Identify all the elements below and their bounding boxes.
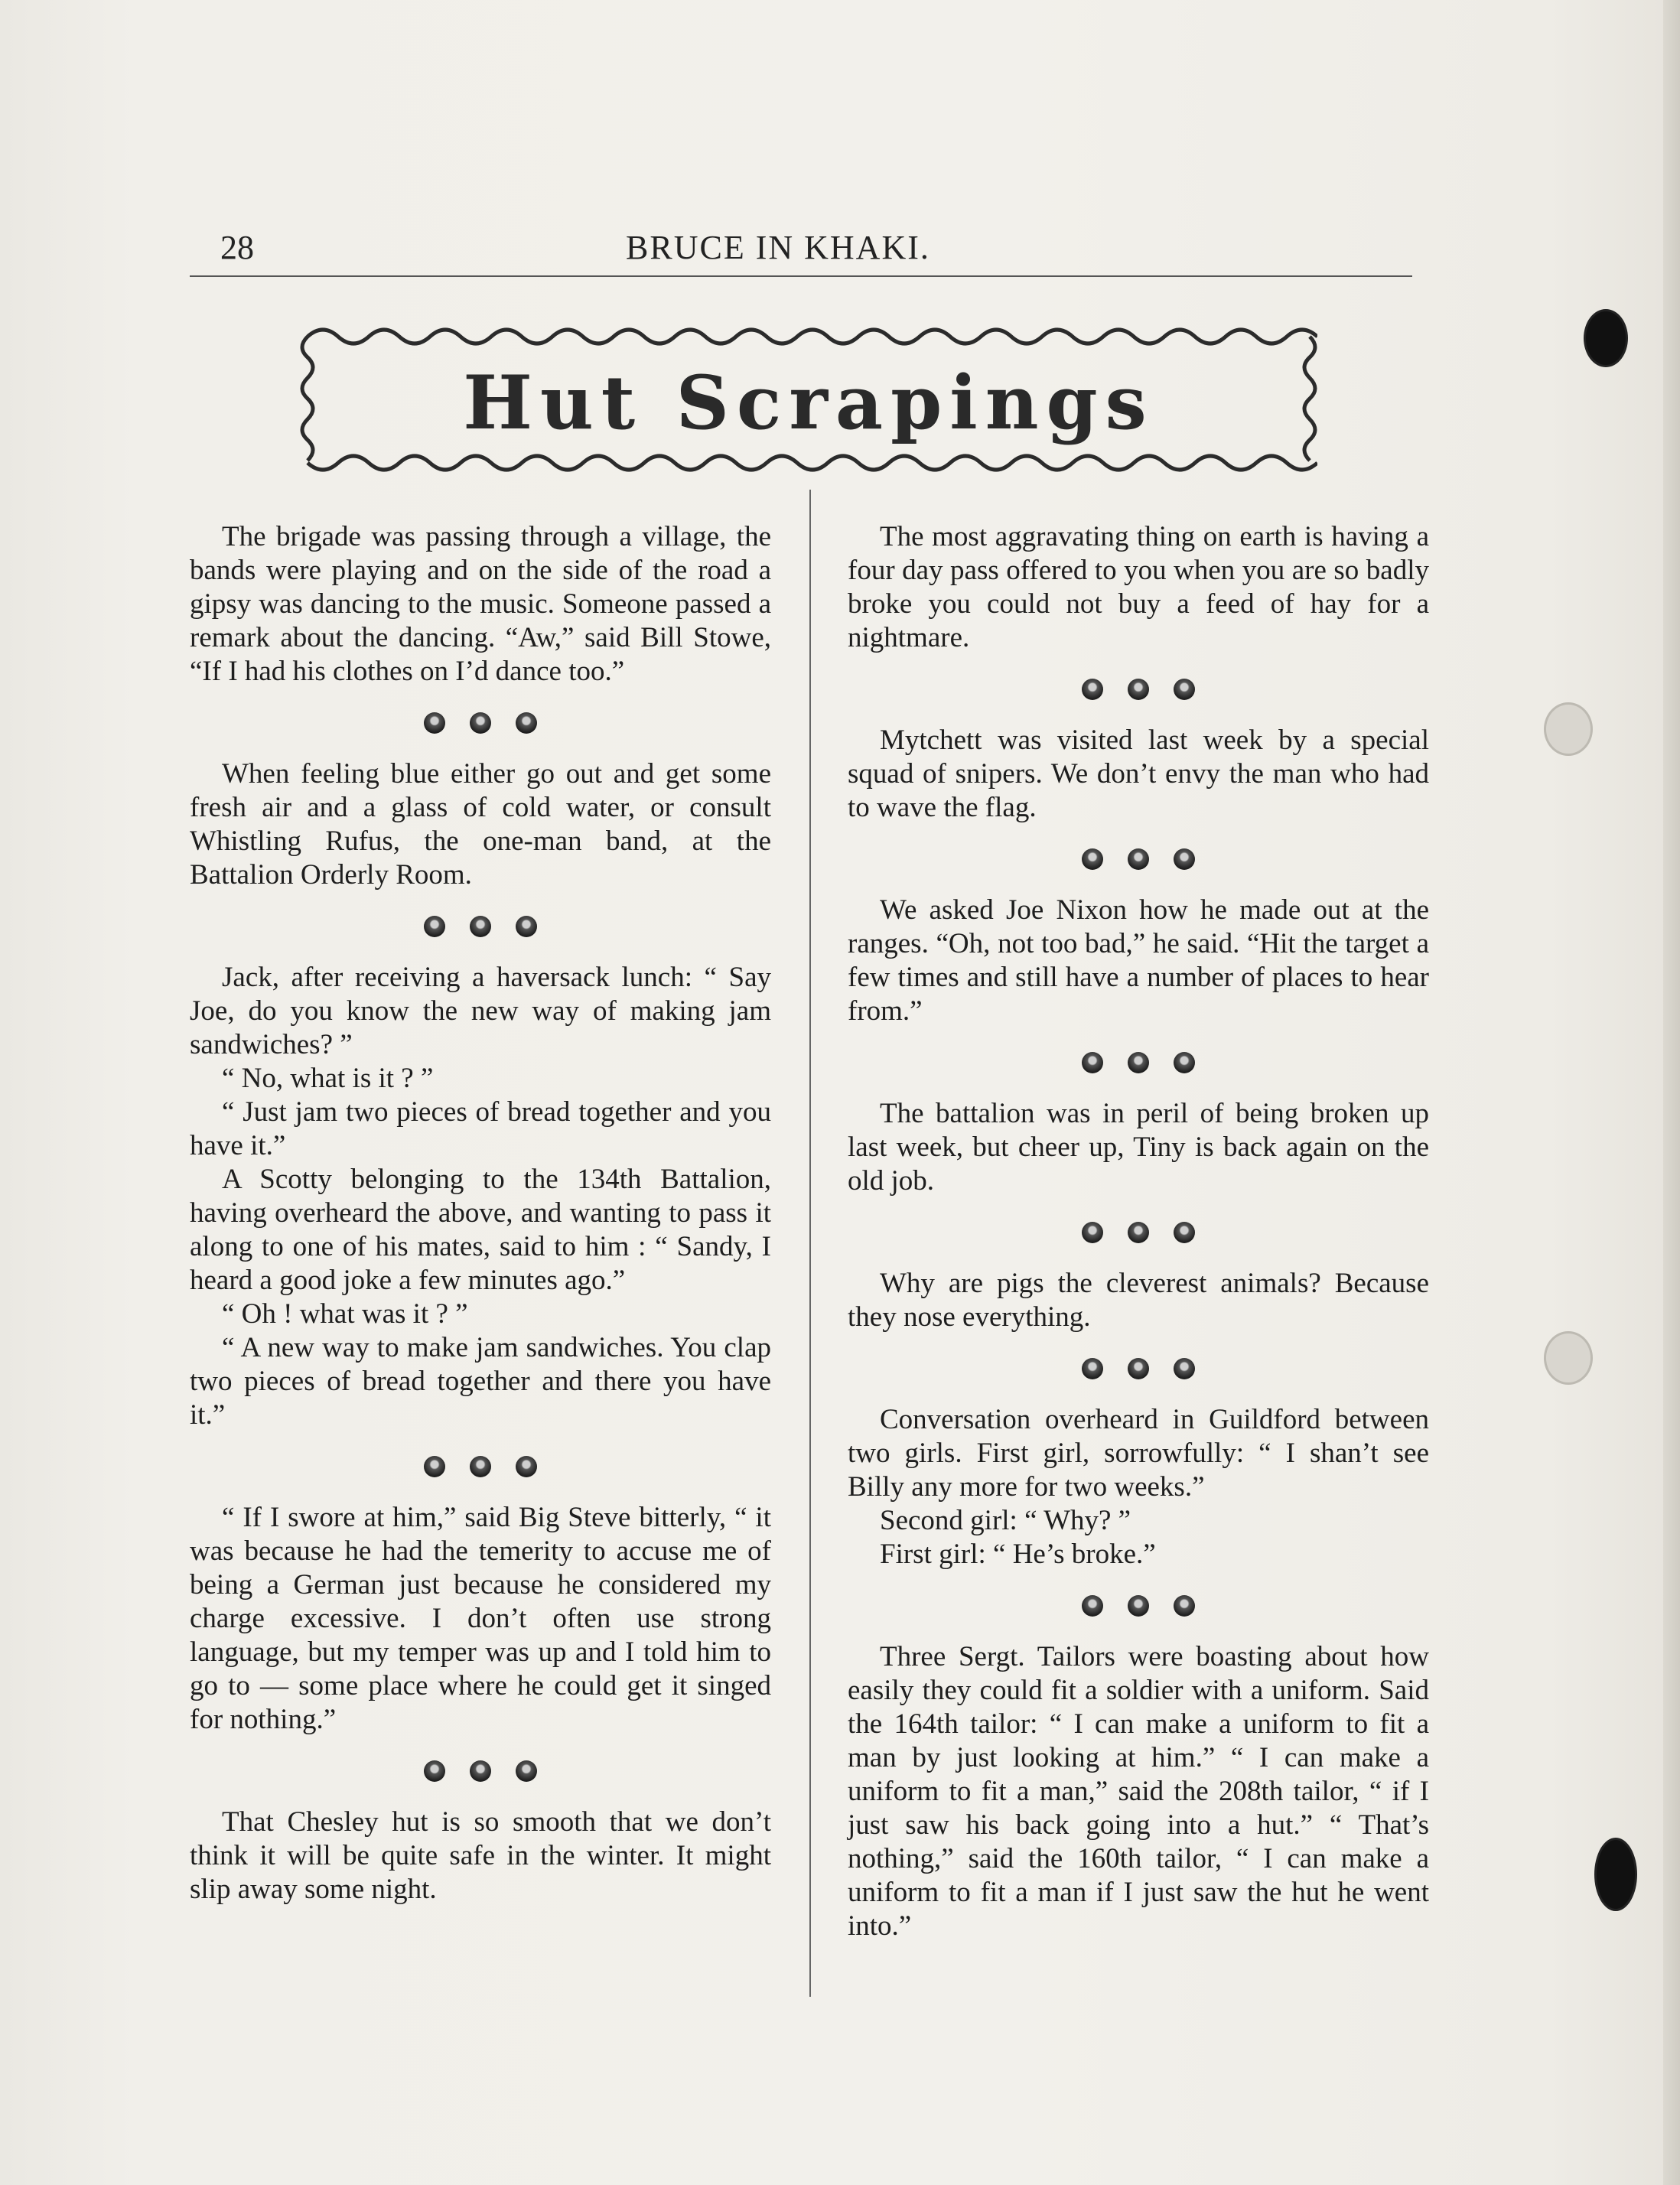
dot-ornament: [424, 712, 445, 734]
separator-dots: [848, 655, 1429, 724]
paragraph: A Scotty belonging to the 134th Battalion, having overheard the above, and wanting to pass it along to one of his mates, said to him : “ Sandy, I heard a good joke a few minutes ago.”: [190, 1164, 771, 1296]
running-title: BRUCE IN KHAKI.: [626, 229, 930, 266]
header-rule: [190, 275, 1412, 277]
dot-ornament: [1128, 1595, 1149, 1617]
binder-hole-bottom: [1594, 1838, 1637, 1911]
page-header: [190, 220, 1414, 266]
title-banner: [300, 314, 1317, 486]
dot-ornament: [470, 712, 491, 734]
paragraph: The brigade was passing through a village, the bands were playing and on the side of the road a gipsy was dancing to the music. Someone passed a remark about the dancing. “Aw,” said Bill Stowe, “If I had his clothes on I’d dance too.”: [190, 521, 771, 687]
separator-dots: [190, 689, 771, 757]
paragraph: Jack, after receiving a haversack lunch: “ Say Joe, do you know the new way of making jam sandwiches? ”: [190, 962, 771, 1060]
dot-ornament: [1128, 679, 1149, 700]
dot-ornament: [516, 916, 537, 937]
separator-dots: [848, 1028, 1429, 1097]
dot-ornament: [1128, 1358, 1149, 1379]
dot-ornament: [1082, 1222, 1103, 1243]
dot-ornament: [424, 1760, 445, 1782]
separator-dots: [190, 1737, 771, 1806]
right-column: [848, 520, 1429, 1943]
dot-ornament: [1128, 1052, 1149, 1073]
dot-ornament: [1174, 1222, 1195, 1243]
separator-dots: [190, 892, 771, 961]
separator-dots: [848, 1334, 1429, 1403]
dot-ornament: [1082, 848, 1103, 870]
dot-ornament: [516, 712, 537, 734]
dot-ornament: [516, 1456, 537, 1477]
separator-dots: [848, 825, 1429, 894]
separator-dots: [848, 1571, 1429, 1640]
dot-ornament: [470, 1456, 491, 1477]
dot-ornament: [1174, 1595, 1195, 1617]
paragraph: We asked Joe Nixon how he made out at the ranges. “Oh, not too bad,” he said. “Hit the target a few times and still have a number of places to hear from.”: [848, 894, 1429, 1027]
left-column: [190, 520, 771, 1907]
dot-ornament: [1082, 1595, 1103, 1617]
dot-ornament: [1082, 679, 1103, 700]
binder-hole-upper: [1544, 702, 1593, 756]
binder-hole-top: [1584, 309, 1628, 367]
dot-ornament: [1082, 1358, 1103, 1379]
binder-hole-lower: [1544, 1331, 1593, 1385]
paragraph: “ Oh ! what was it ? ”: [222, 1298, 468, 1330]
dot-ornament: [516, 1760, 537, 1782]
paragraph: Conversation overheard in Guildford between two girls. First girl, sorrowfully: “ I shan’t see Billy any more for two weeks.”: [848, 1404, 1429, 1503]
paragraph: Three Sergt. Tailors were boasting about how easily they could fit a soldier with a uniform. Said the 164th tailor: “ I can make a uniform to fit a man by just looking at him.” “ I can make a uniform to fit a man,” said the 208th tailor, “ if I just saw his back going into a hut.” “ That’s nothing,” said the 160th tailor, “ I can make a uniform to fit a man if I just saw the hut he went into.”: [848, 1641, 1429, 1942]
paragraph: Second girl: “ Why? ”: [880, 1505, 1131, 1536]
page-number: 28: [220, 229, 254, 266]
separator-dots: [190, 1432, 771, 1501]
dot-ornament: [424, 916, 445, 937]
paragraph: That Chesley hut is so smooth that we don’t think it will be quite safe in the winter. It might slip away some night.: [190, 1806, 771, 1905]
paragraph: The most aggravating thing on earth is having a four day pass offered to you when you are so badly broke you could not buy a feed of hay for a nightmare.: [848, 521, 1429, 653]
paragraph: The battalion was in peril of being broken up last week, but cheer up, Tiny is back again on the old job.: [848, 1098, 1429, 1197]
page-edge: [1663, 0, 1680, 2185]
paragraph: “ If I swore at him,” said Big Steve bitterly, “ it was because he had the temerity to accuse me of being a German just because he considered my charge excessive. I don’t often use strong language, but my temper was up and I told him to go to — some place where he could get it singed for nothing.”: [190, 1502, 771, 1735]
dot-ornament: [1174, 1052, 1195, 1073]
dot-ornament: [1128, 848, 1149, 870]
paragraph: “ No, what is it ? ”: [222, 1063, 434, 1094]
dot-ornament: [470, 916, 491, 937]
dot-ornament: [1128, 1222, 1149, 1243]
paragraph: “ Just jam two pieces of bread together and you have it.”: [190, 1096, 771, 1161]
dot-ornament: [1082, 1052, 1103, 1073]
dot-ornament: [1174, 1358, 1195, 1379]
dot-ornament: [1174, 848, 1195, 870]
paragraph: First girl: “ He’s broke.”: [880, 1539, 1156, 1570]
column-divider: [809, 490, 811, 1997]
paragraph: Why are pigs the cleverest animals? Because they nose everything.: [848, 1268, 1429, 1333]
dot-ornament: [1174, 679, 1195, 700]
paragraph: Mytchett was visited last week by a special squad of snipers. We don’t envy the man who had to wave the flag.: [848, 725, 1429, 823]
banner-title: Hut Scrapings: [463, 360, 1154, 446]
dot-ornament: [470, 1760, 491, 1782]
paragraph: When feeling blue either go out and get some fresh air and a glass of cold water, or consult Whistling Rufus, the one-man band, at the Battalion Orderly Room.: [190, 758, 771, 891]
separator-dots: [848, 1198, 1429, 1267]
dot-ornament: [424, 1456, 445, 1477]
paragraph: “ A new way to make jam sandwiches. You clap two pieces of bread together and there you have it.”: [190, 1332, 771, 1431]
